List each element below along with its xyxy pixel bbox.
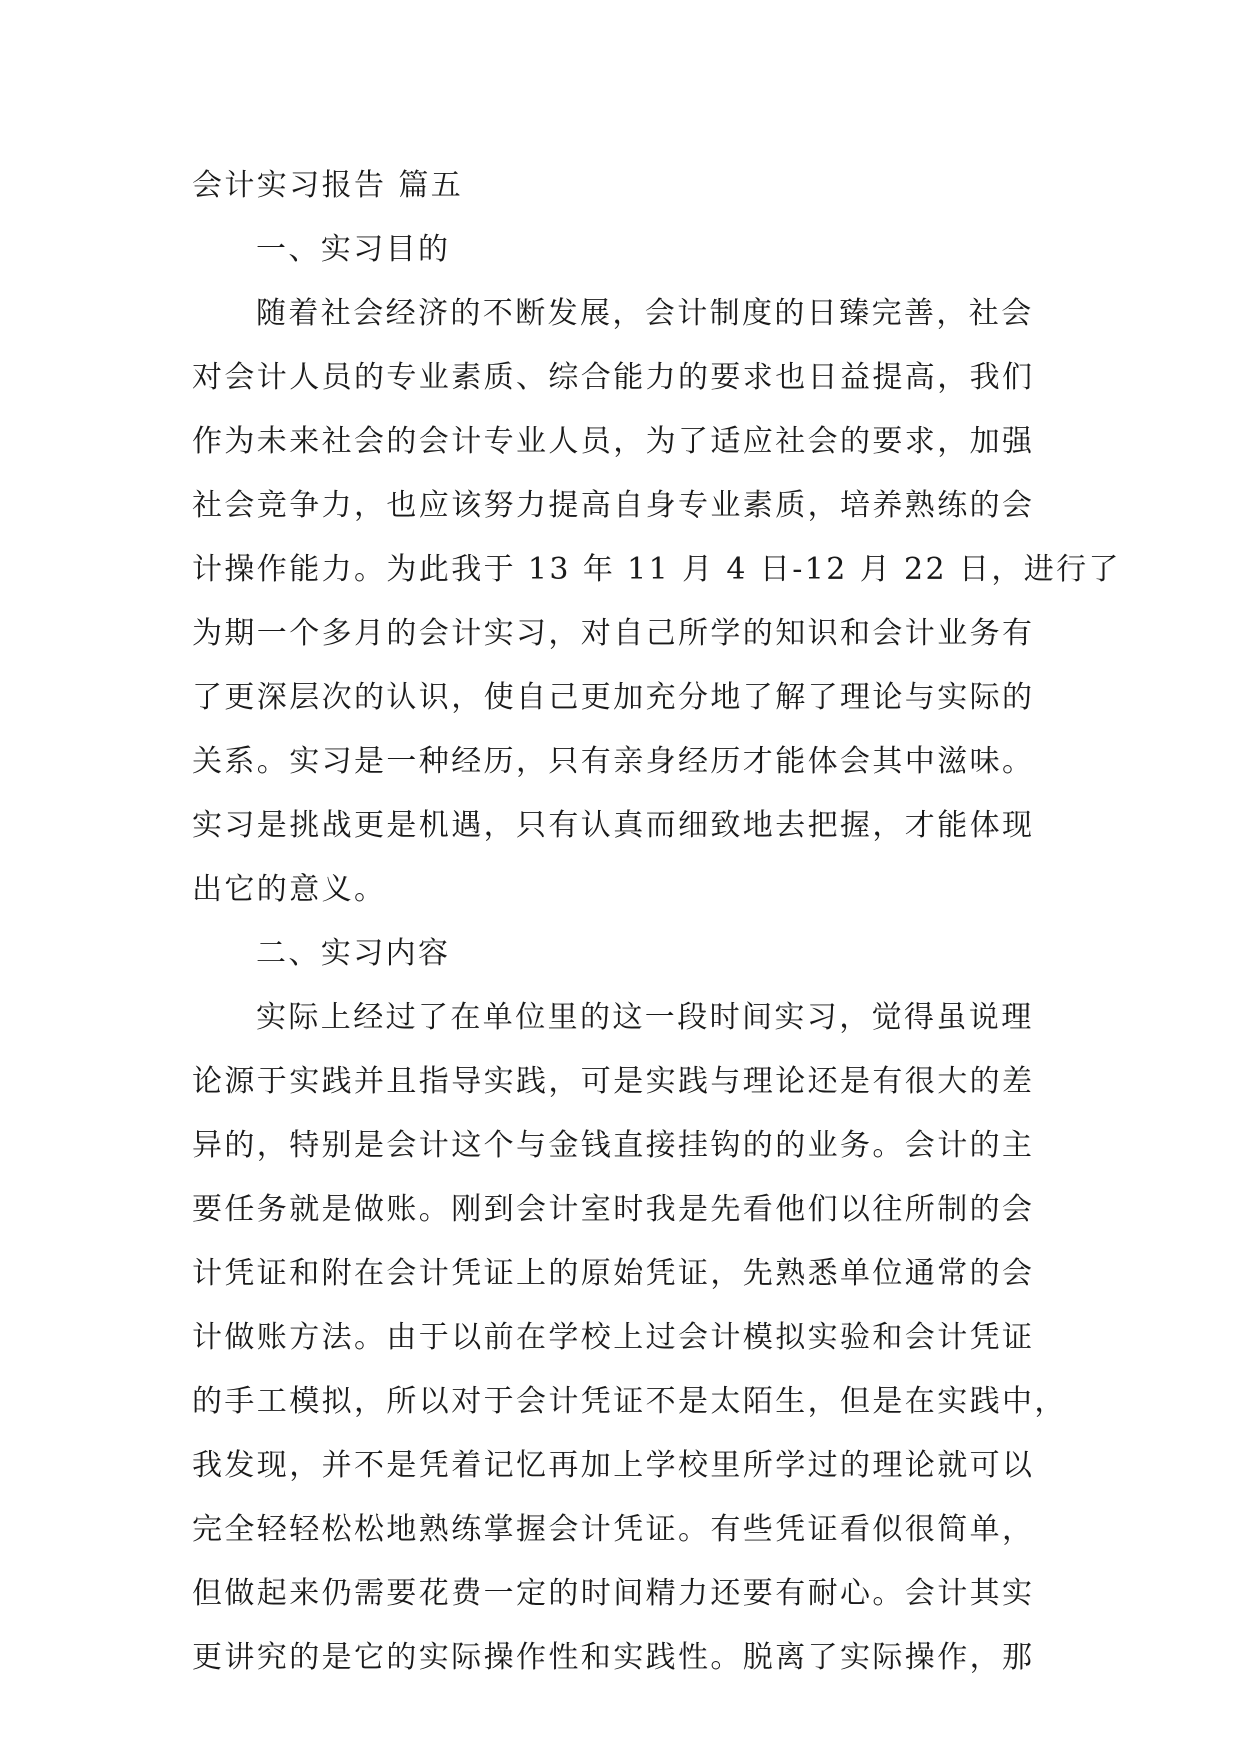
paragraph-line: 完全轻轻松松地熟练掌握会计凭证。有些凭证看似很简单， [192,1512,1035,1547]
paragraph-line: 对会计人员的专业素质、综合能力的要求也日益提高，我们 [192,360,1035,395]
paragraph-line: 社会竞争力，也应该努力提高自身专业素质，培养熟练的会 [192,488,1035,523]
paragraph-line: 随着社会经济的不断发展，会计制度的日臻完善，社会 [256,296,1034,331]
paragraph-line: 为期一个多月的会计实习，对自己所学的知识和会计业务有 [192,616,1035,651]
section-heading-content: 二、实习内容 [256,936,451,971]
paragraph-line: 计做账方法。由于以前在学校上过会计模拟实验和会计凭证 [192,1320,1035,1355]
paragraph-line: 异的，特别是会计这个与金钱直接挂钩的的业务。会计的主 [192,1128,1035,1163]
paragraph-line: 了更深层次的认识，使自己更加充分地了解了理论与实际的 [192,680,1035,715]
paragraph-line: 要任务就是做账。刚到会计室时我是先看他们以往所制的会 [192,1192,1035,1227]
paragraph-line: 出它的意义。 [192,872,387,907]
paragraph-line: 实习是挑战更是机遇，只有认真而细致地去把握，才能体现 [192,808,1035,843]
paragraph-line: 我发现，并不是凭着记忆再加上学校里所学过的理论就可以 [192,1448,1035,1483]
paragraph-line: 作为未来社会的会计专业人员，为了适应社会的要求，加强 [192,424,1035,459]
paragraph-line: 计凭证和附在会计凭证上的原始凭证，先熟悉单位通常的会 [192,1256,1035,1291]
paragraph-line: 更讲究的是它的实际操作性和实践性。脱离了实际操作，那 [192,1640,1035,1675]
section-heading-purpose: 一、实习目的 [256,232,451,267]
paragraph-line: 实际上经过了在单位里的这一段时间实习，觉得虽说理 [256,1000,1034,1035]
paragraph-line: 计操作能力。为此我于 13 年 11 月 4 日-12 月 22 日，进行了 [192,552,1121,587]
paragraph-line: 但做起来仍需要花费一定的时间精力还要有耐心。会计其实 [192,1576,1035,1611]
paragraph-line: 关系。实习是一种经历，只有亲身经历才能体会其中滋味。 [192,744,1035,779]
paragraph-line: 论源于实践并且指导实践，可是实践与理论还是有很大的差 [192,1064,1035,1099]
document-title: 会计实习报告 篇五 [192,168,464,203]
paragraph-line: 的手工模拟，所以对于会计凭证不是太陌生，但是在实践中， [192,1384,1067,1419]
